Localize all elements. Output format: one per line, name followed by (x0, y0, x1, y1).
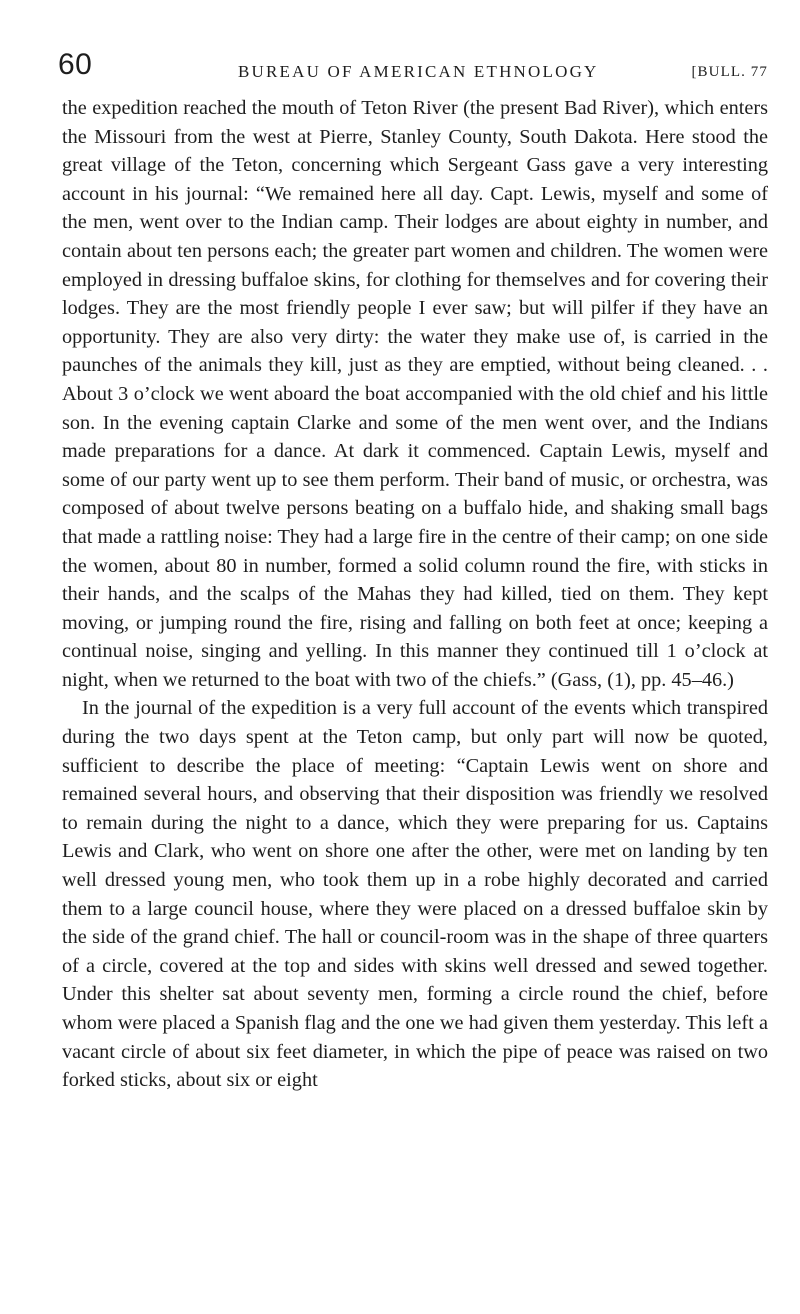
running-title: BUREAU OF AMERICAN ETHNOLOGY (238, 62, 599, 81)
paragraph: In the journal of the expedition is a very full account of the events which transpired during the two days spent at the Teton camp, but only part will now be quoted, sufficient to describe the place of meeting: “Captain Lewis went on shore and remained several hours, and observing that their disposition was friendly we resolved to remain during the night to a dance, which they were preparing for us. Captains Lewis and Clark, who went on shore one after the other, were met on landing by ten well dressed young men, who took them up in a robe highly decorated and carried them to a large council house, where they were placed on a dressed buffaloe skin by the side of the grand chief. The hall or council-room was in the shape of three quarters of a circle, covered at the top and sides with skins well dressed and sewed together. Under this shelter sat about seventy men, forming a circle round the chief, before whom were placed a Spanish flag and the one we had given them yesterday. This left a vacant circle of about six feet diameter, in which the pipe of peace was raised on two forked sticks, about six or eight (62, 697, 768, 1092)
paragraph-continued: the expedition reached the mouth of Teton River (the present Bad River), which enters the Missouri from the west at Pierre, Stanley County, South Dakota. Here stood the great village of the Teton, concerning which Sergeant Gass gave a very interesting account in his journal: “We remained here all day. Capt. Lewis, myself and some of the men, went over to the Indian camp. Their lodges are about eighty in number, and contain about ten persons each; the greater part women and children. The women were employed in dressing buffaloe skins, for clothing for themselves and for covering their lodges. They are the most friendly people I ever saw; but will pilfer if they have an opportunity. They are also very dirty: the water they make use of, is carried in the paunches of the animals they kill, just as they are emptied, without being cleaned. . . About 3 o’clock we went aboard the boat accompanied with the old chief and his little son. In the evening captain Clarke and some of the men went over, and the Indians made preparations for a dance. At dark it commenced. Captain Lewis, myself and some of our party went up to see them perform. Their band of music, or orchestra, was composed of about twelve persons beating on a buffalo hide, and shaking small bags that made a rattling noise: They had a large fire in the centre of their camp; on one side the women, about 80 in number, formed a solid column round the fire, with sticks in their hands, and the scalps of the Mahas they had killed, tied on them. They kept moving, or jumping round the fire, rising and falling on both feet at once; keeping a continual noise, singing and yelling. In this manner they continued till 1 o’clock at night, when we returned to the boat with two of the chiefs.” (Gass, (1), pp. 45–46.) (62, 97, 768, 691)
running-head (58, 48, 768, 94)
bulletin-reference: [BULL. 77 (691, 64, 768, 80)
body-text (62, 94, 768, 1095)
document-page (58, 48, 768, 1095)
page-number: 60 (58, 48, 93, 81)
